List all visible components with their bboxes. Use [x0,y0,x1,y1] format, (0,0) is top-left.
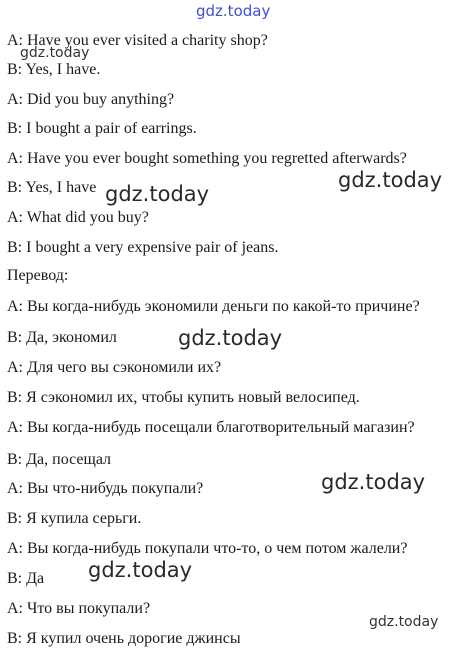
dialogue-line-16: В: Я купила серьги. [7,510,142,527]
dialogue-line-19: А: Что вы покупали? [7,600,151,617]
watermark-left-2: gdz.today [88,558,193,582]
dialogue-line-20: В: Я купил очень дорогие джинсы [7,630,241,647]
dialogue-line-7: A: What did you buy? [7,209,149,226]
dialogue-line-17: А: Вы когда-нибудь покупали что-то, о чем потом жалели? [7,540,408,557]
dialogue-line-12: В: Я сэкономил их, чтобы купить новый велосипед. [7,389,360,406]
dialogue-line-8: B: I bought a very expensive pair of jeans. [7,239,279,256]
dialogue-line-13: А: Вы когда-нибудь посещали благотворительный магазин? [7,419,415,436]
dialogue-line-15: А: Вы что-нибудь покупали? [7,480,204,497]
watermark-center-1: gdz.today [178,326,283,350]
dialogue-line-4: B: I bought a pair of earrings. [7,120,197,137]
watermark-right-1: gdz.today [338,168,443,192]
watermark-small-1: gdz.today [20,45,90,61]
dialogue-line-14: В: Да, посещал [7,451,112,468]
dialogue-line-11: А: Для чего вы сэкономили их? [7,359,222,376]
dialogue-line-2: B: Yes, I have. [7,61,101,78]
dialogue-line-9: А: Вы когда-нибудь экономили деньги по какой-то причине? [7,298,420,315]
dialogue-line-6: B: Yes, I have [7,179,97,196]
dialogue-line-18: В: Да [7,570,45,587]
dialogue-line-3: A: Did you buy anything? [7,91,175,108]
dialogue-line-10: В: Да, экономил [7,329,117,346]
watermark-small-2: gdz.today [369,614,439,630]
dialogue-line-1: A: Have you ever visited a charity shop? [7,32,268,49]
dialogue-line-5: A: Have you ever bought something you regretted afterwards? [7,150,407,167]
translation-heading: Перевод: [7,267,69,284]
watermark-right-2: gdz.today [321,470,426,494]
watermark-left-1: gdz.today [105,182,210,206]
watermark-top: gdz.today [196,2,271,20]
